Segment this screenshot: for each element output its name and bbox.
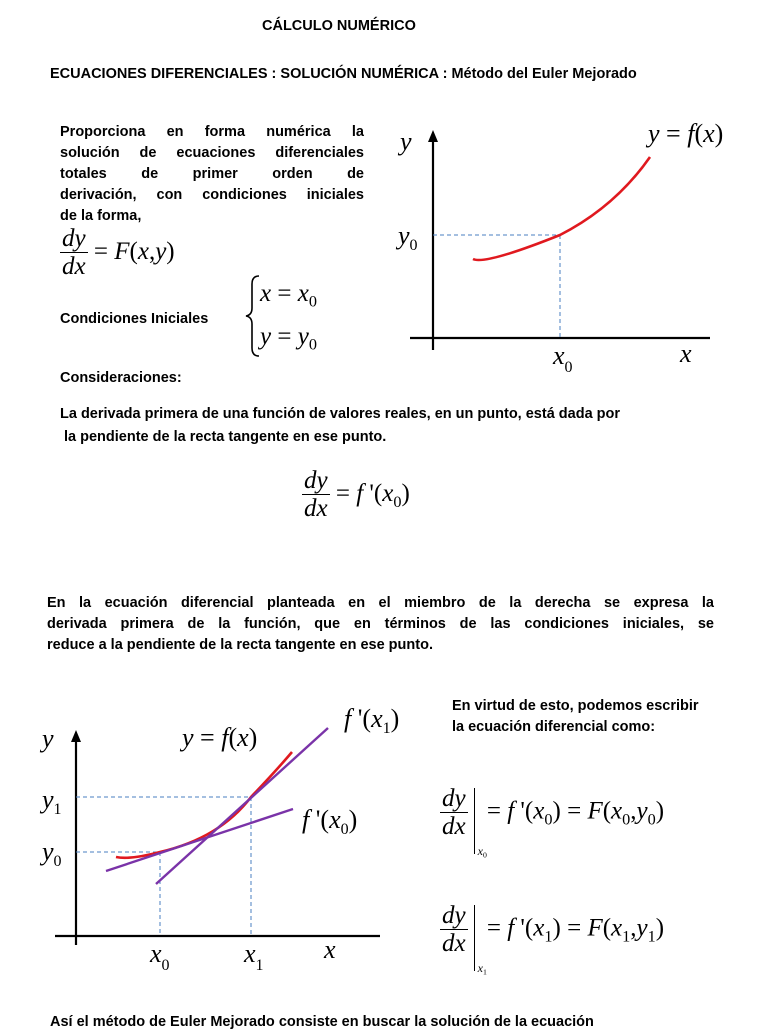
y-axis-arrow-icon: [71, 730, 81, 742]
intro-line: solución de ecuaciones diferenciales: [60, 145, 364, 161]
intro-paragraph: [60, 122, 364, 227]
function-label: y = f(x): [648, 119, 724, 148]
x-axis-label: x: [324, 935, 336, 964]
y-axis-label: y: [400, 127, 412, 156]
intro-line: Proporciona en forma numérica la: [60, 124, 364, 140]
condition-y: $y = y_0$: [260, 323, 317, 354]
x1-label: $x_1$: [244, 939, 264, 974]
bottom-text: Así el método de Euler Mejorado consiste en buscar la solución de la ecuación: [50, 1014, 594, 1030]
page-subtitle: ECUACIONES DIFERENCIALES : SOLUCIÓN NUMÉRICA : Método del Euler Mejorado: [50, 66, 637, 82]
page-title: CÁLCULO NUMÉRICO: [262, 18, 416, 34]
y-axis-arrow-icon: [428, 130, 438, 142]
intro-line: totales de primer orden de: [60, 166, 364, 182]
virtue-text: [452, 696, 699, 738]
virtue-line: la ecuación diferencial como:: [452, 719, 656, 735]
differential-equation: $\frac{dy}{dx}$ = F(x,y): [62, 225, 175, 281]
derivative-text: la pendiente de la recta tangente en ese punto.: [64, 429, 387, 445]
initial-conditions-label: Condiciones Iniciales: [60, 311, 209, 327]
paragraph-line: En la ecuación diferencial planteada en el miembro de la derecha se expresa la: [47, 595, 714, 611]
tangent-label-x1: f '$(x_1)$: [344, 704, 400, 737]
considerations-label: Consideraciones:: [60, 370, 182, 386]
tangent-label-x0: f '$(x_0)$: [302, 805, 358, 838]
x0-label: $x_0$: [553, 341, 573, 376]
y-axis-label: y: [42, 724, 54, 753]
equation-at-x0: $\frac{dy}{dx}$ $x_0$ = f '$(x_0) = F(x_0,y_0)$: [442, 784, 665, 860]
paragraph-line: derivada primera de la función, que en términos de las condiciones iniciales, se: [47, 616, 714, 632]
y0-label: $y_0$: [42, 837, 62, 870]
function-curve: [473, 157, 650, 260]
y0-label: $y_0$: [398, 221, 418, 254]
x0-label: $x_0$: [150, 939, 170, 974]
equation-at-x1: $\frac{dy}{dx}$ $x_1$ = f '$(x_1) = F(x_1,y_1)$: [442, 901, 665, 977]
derivative-text: La derivada primera de una función de valores reales, en un punto, está dada por: [60, 406, 621, 422]
function-label: y = f(x): [182, 723, 258, 752]
derivative-equation: $\frac{dy}{dx}$ = f '$(x_0)$: [304, 467, 410, 523]
tangent-line-x0: [106, 809, 293, 871]
x-axis-label: x: [680, 339, 692, 368]
function-graph: [390, 112, 740, 382]
virtue-line: En virtud de esto, podemos escribir: [452, 698, 699, 714]
equation-paragraph: [47, 593, 714, 656]
paragraph-line: reduce a la pendiente de la recta tangente en ese punto.: [47, 637, 433, 653]
intro-line: derivación, con condiciones iniciales: [60, 187, 364, 203]
tangent-graph: [30, 700, 420, 980]
intro-line: de la forma,: [60, 208, 142, 224]
y1-label: $y_1$: [42, 785, 62, 818]
condition-x: $x = x_0$: [260, 280, 317, 311]
